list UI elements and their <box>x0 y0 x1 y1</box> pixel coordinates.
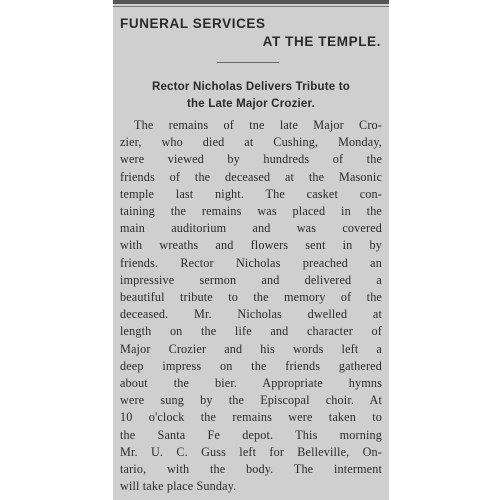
body-line: were sung by the Episcopal choir. At <box>120 393 382 408</box>
body-line: Major Crozier and his words left a <box>120 341 382 356</box>
body-line: deceased. Mr. Nicholas dwelled at <box>120 307 382 322</box>
body-line: were viewed by hundreds of the <box>120 152 382 167</box>
body-line: will take place Sunday. <box>120 479 237 494</box>
body-line: the Santa Fe depot. This morning <box>120 427 382 442</box>
body-line: Mr. U. C. Guss left for Belleville, On- <box>120 444 382 459</box>
body-line: tario, with the body. The interment <box>120 462 382 477</box>
subheadline-line-2: the Late Major Crozier. <box>187 98 315 110</box>
article-body <box>120 117 382 495</box>
headline-divider <box>217 62 279 63</box>
subheadline <box>113 79 389 113</box>
body-line: friends. Rector Nicholas preached an <box>120 255 382 270</box>
body-line: temple last night. The casket con- <box>120 186 382 201</box>
headline-line-2: AT THE TEMPLE. <box>262 34 381 49</box>
headline-line-1: FUNERAL SERVICES <box>120 16 266 31</box>
body-line: impressive sermon and delivered a <box>120 272 382 287</box>
subheadline-line-1: Rector Nicholas Delivers Tribute to <box>151 81 351 93</box>
body-line: 10 o'clock the remains were taken to <box>120 410 382 425</box>
body-line: zier, who died at Cushing, Monday, <box>120 135 382 150</box>
body-line: The remains of tne late Major Cro- <box>134 118 382 132</box>
top-border-thin-rule <box>113 6 389 7</box>
body-line: friends of the deceased at the Masonic <box>120 169 382 184</box>
body-line: with wreaths and flowers sent in by <box>120 238 382 253</box>
body-line: taining the remains was placed in the <box>120 204 382 219</box>
top-border-rule <box>113 0 389 4</box>
body-line: about the bier. Appropriate hymns <box>120 376 382 391</box>
body-line: main auditorium and was covered <box>120 221 382 236</box>
body-line: deep impress on the friends gathered <box>120 358 382 373</box>
body-line: length on the life and character of <box>120 324 382 339</box>
newspaper-clipping <box>113 0 389 500</box>
body-line: beautiful tribute to the memory of the <box>120 290 382 305</box>
